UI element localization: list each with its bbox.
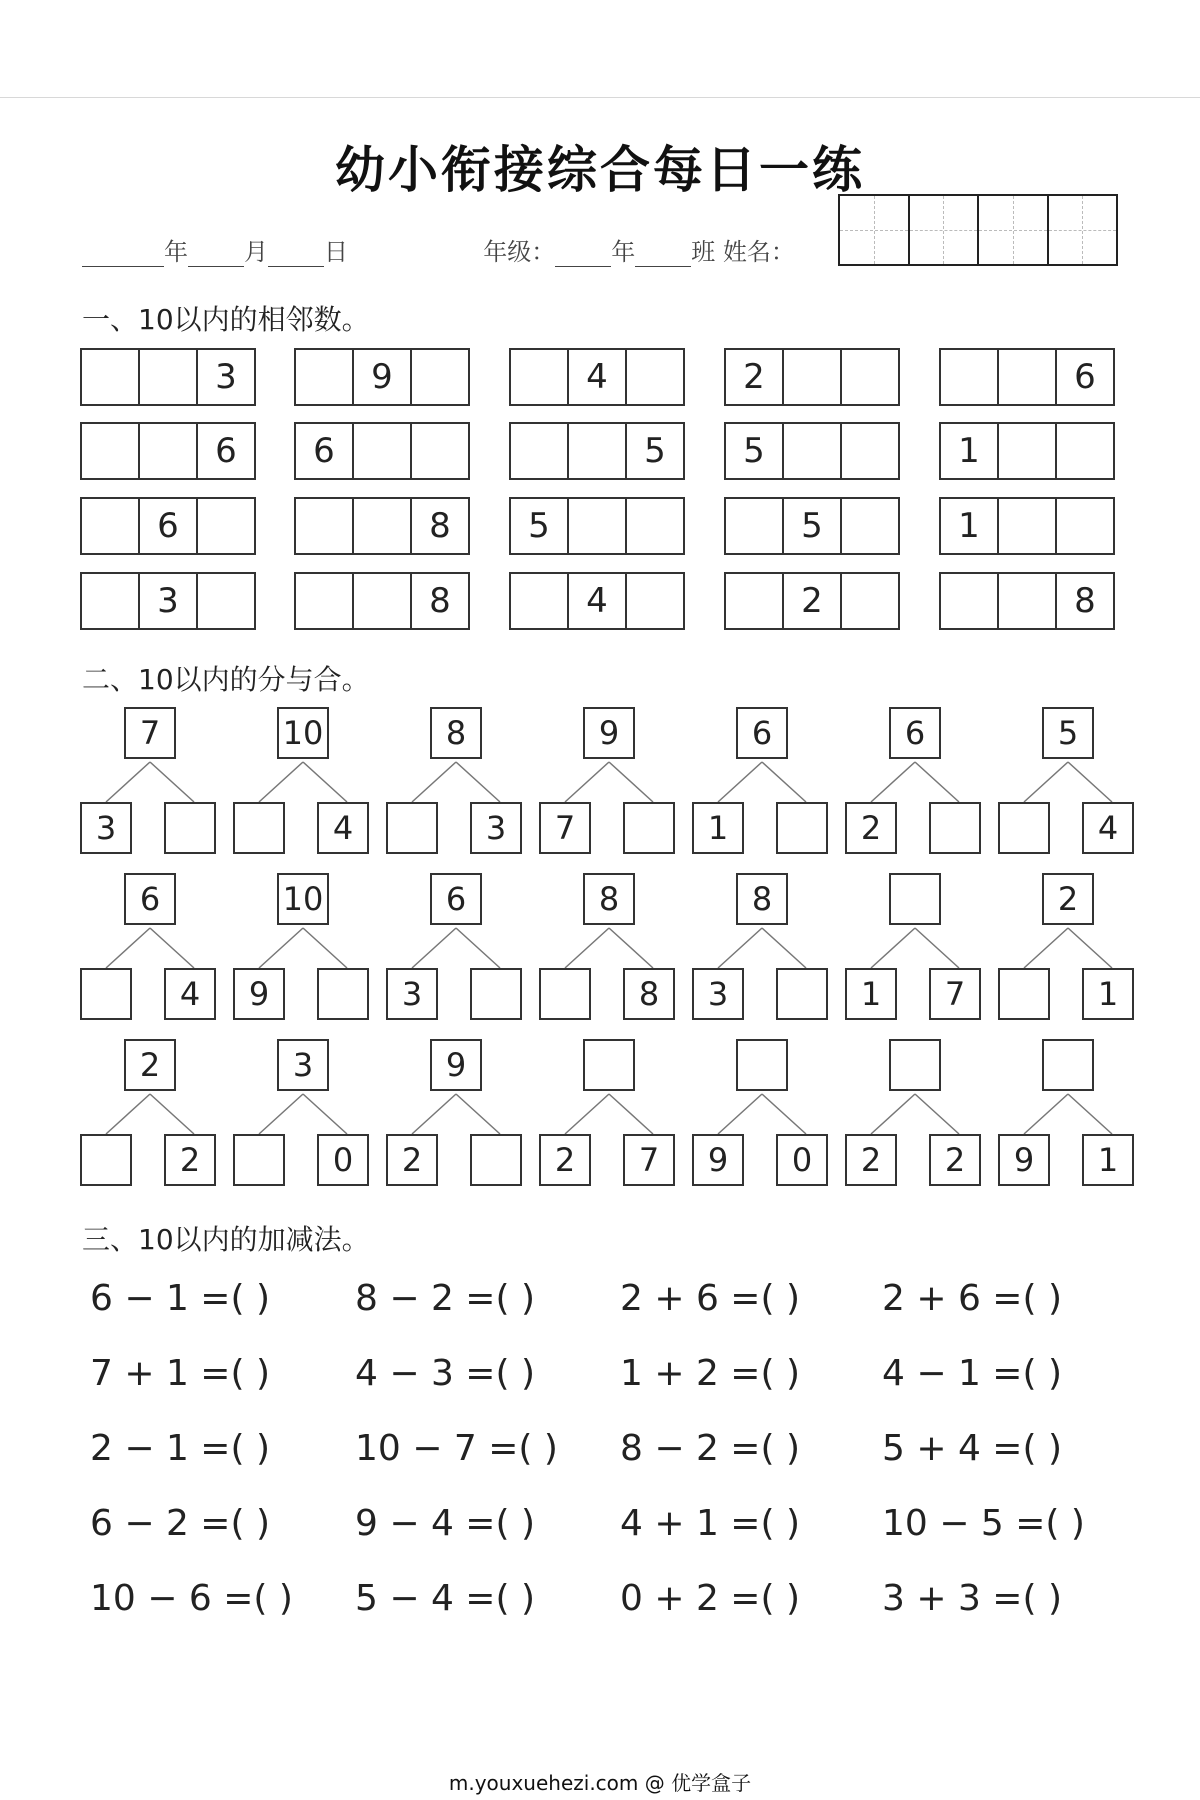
bond-left-line (871, 762, 915, 802)
given-number: 2 (726, 350, 784, 404)
bond-right-line (609, 928, 653, 968)
bond-right-line (762, 1094, 806, 1134)
adjacent-number-group (724, 422, 900, 480)
bond-part-left-number: 3 (80, 802, 132, 854)
given-number: 4 (569, 350, 627, 404)
bond-whole-number: 6 (124, 873, 176, 925)
grade-unit: 年 (611, 238, 636, 266)
bond-left-line (259, 1094, 303, 1134)
bond-part-left-answer-box[interactable] (998, 968, 1050, 1020)
answer-box[interactable] (784, 350, 842, 404)
number-bond (845, 873, 985, 1023)
bond-right-line (456, 928, 500, 968)
answer-box[interactable] (82, 574, 140, 628)
answer-box[interactable] (726, 499, 784, 553)
number-bond (80, 873, 220, 1023)
bond-whole-answer-box[interactable] (1042, 1039, 1094, 1091)
answer-box[interactable] (412, 424, 468, 478)
adjacent-number-group (294, 348, 470, 406)
bond-part-right-number: 2 (164, 1134, 216, 1186)
number-bond (998, 873, 1138, 1023)
given-number: 2 (784, 574, 842, 628)
bond-left-line (1024, 1094, 1068, 1134)
adjacent-number-group (939, 497, 1115, 555)
bond-left-line (1024, 762, 1068, 802)
top-divider (0, 97, 1200, 98)
bond-left-line (871, 1094, 915, 1134)
bond-part-left-number: 9 (233, 968, 285, 1020)
given-number: 6 (215, 431, 237, 471)
equation[interactable]: 5 + 4 =( ) (882, 1428, 1062, 1469)
number-bond (998, 707, 1138, 857)
bond-part-right-number: 7 (929, 968, 981, 1020)
answer-box[interactable] (198, 574, 254, 628)
bond-whole-number: 2 (1042, 873, 1094, 925)
answer-box[interactable] (354, 424, 412, 478)
answer-box[interactable] (511, 574, 569, 628)
bond-right-line (150, 928, 194, 968)
answer-box[interactable] (784, 424, 842, 478)
bond-part-left-number: 7 (539, 802, 591, 854)
bond-part-right-answer-box[interactable] (623, 802, 675, 854)
adjacent-number-group (939, 348, 1115, 406)
answer-box[interactable] (842, 499, 898, 553)
bond-right-line (1068, 762, 1112, 802)
bond-left-line (565, 1094, 609, 1134)
number-bond (692, 1039, 832, 1189)
class-name-label: 班 姓名： (691, 238, 795, 266)
bond-left-line (412, 1094, 456, 1134)
equation[interactable]: 8 − 2 =( ) (355, 1278, 535, 1319)
bond-right-line (915, 762, 959, 802)
bond-right-line (762, 762, 806, 802)
given-number: 1 (941, 424, 999, 478)
bond-right-line (762, 928, 806, 968)
grade-blank[interactable] (555, 244, 611, 267)
bond-left-line (106, 1094, 150, 1134)
section3-title: 三、10以内的加减法。 (82, 1223, 370, 1256)
bond-right-line (303, 762, 347, 802)
answer-box[interactable] (82, 499, 140, 553)
bond-right-line (303, 1094, 347, 1134)
number-bond (692, 707, 832, 857)
bond-right-line (915, 928, 959, 968)
bond-right-line (150, 1094, 194, 1134)
bond-whole-number: 10 (277, 707, 329, 759)
day-label: 日 (324, 238, 348, 266)
answer-box[interactable] (842, 350, 898, 404)
bond-part-right-answer-box[interactable] (929, 802, 981, 854)
equation[interactable]: 0 + 2 =( ) (620, 1578, 800, 1619)
answer-box[interactable] (941, 574, 999, 628)
answer-box[interactable] (999, 424, 1057, 478)
bond-left-line (1024, 928, 1068, 968)
bond-whole-number: 5 (1042, 707, 1094, 759)
bond-right-line (456, 1094, 500, 1134)
answer-box[interactable] (999, 574, 1057, 628)
number-bond (539, 707, 679, 857)
bond-whole-number: 6 (889, 707, 941, 759)
bond-left-line (718, 928, 762, 968)
answer-box[interactable] (412, 350, 468, 404)
answer-box[interactable] (627, 499, 683, 553)
equation[interactable]: 4 − 3 =( ) (355, 1353, 535, 1394)
given-number: 9 (354, 350, 412, 404)
adjacent-number-group (80, 348, 256, 406)
given-number: 6 (296, 424, 354, 478)
number-bond (386, 707, 526, 857)
answer-box[interactable] (296, 574, 354, 628)
bond-part-right-answer-box[interactable] (164, 802, 216, 854)
bond-part-left-answer-box[interactable] (233, 802, 285, 854)
bond-whole-number: 8 (583, 873, 635, 925)
given-number: 5 (784, 499, 842, 553)
adjacent-number-group (80, 572, 256, 630)
answer-box[interactable] (82, 350, 140, 404)
number-bond (845, 1039, 985, 1189)
equation[interactable]: 5 − 4 =( ) (355, 1578, 535, 1619)
answer-box[interactable] (627, 350, 683, 404)
answer-box[interactable] (511, 424, 569, 478)
equation[interactable]: 8 − 2 =( ) (620, 1428, 800, 1469)
bond-left-line (718, 762, 762, 802)
answer-box[interactable] (354, 499, 412, 553)
bond-part-left-answer-box[interactable] (80, 1134, 132, 1186)
bond-whole-number: 9 (430, 1039, 482, 1091)
year-blank[interactable] (82, 244, 164, 267)
bond-part-right-answer-box[interactable] (317, 968, 369, 1020)
year-label: 年 (164, 238, 188, 266)
bond-part-left-number: 9 (692, 1134, 744, 1186)
bond-part-left-number: 1 (692, 802, 744, 854)
answer-box[interactable] (296, 499, 354, 553)
given-number: 6 (1074, 357, 1096, 397)
answer-box[interactable] (198, 499, 254, 553)
bond-right-line (609, 1094, 653, 1134)
adjacent-number-group (294, 572, 470, 630)
bond-part-left-answer-box[interactable] (539, 968, 591, 1020)
adjacent-number-group (509, 422, 685, 480)
answer-box[interactable] (511, 350, 569, 404)
adjacent-number-group (294, 422, 470, 480)
name-cell[interactable] (979, 196, 1049, 264)
number-bond (539, 873, 679, 1023)
equation[interactable]: 10 − 7 =( ) (355, 1428, 558, 1469)
number-bond (80, 707, 220, 857)
given-number: 5 (726, 424, 784, 478)
bond-part-right-number: 3 (470, 802, 522, 854)
footer-watermark: m.youxuehezi.com @ 优学盒子 (448, 1771, 752, 1795)
number-bond (998, 1039, 1138, 1189)
bond-part-left-answer-box[interactable] (233, 1134, 285, 1186)
answer-box[interactable] (296, 350, 354, 404)
name-cell[interactable] (840, 196, 910, 264)
bond-left-line (412, 928, 456, 968)
answer-box[interactable] (842, 574, 898, 628)
bond-part-left-answer-box[interactable] (386, 802, 438, 854)
given-number: 5 (511, 499, 569, 553)
answer-box[interactable] (999, 499, 1057, 553)
bond-part-left-number: 9 (998, 1134, 1050, 1186)
number-bond (233, 873, 373, 1023)
given-number: 8 (429, 506, 451, 546)
number-bond (692, 873, 832, 1023)
header-info-line (82, 232, 842, 266)
equation[interactable]: 6 − 2 =( ) (90, 1503, 270, 1544)
given-number: 1 (941, 499, 999, 553)
bond-part-right-number: 1 (1082, 968, 1134, 1020)
answer-box[interactable] (842, 424, 898, 478)
adjacent-number-group (939, 572, 1115, 630)
number-bond (233, 1039, 373, 1189)
bond-part-right-answer-box[interactable] (776, 968, 828, 1020)
name-cell[interactable] (910, 196, 980, 264)
number-bond (80, 1039, 220, 1189)
equation[interactable]: 4 + 1 =( ) (620, 1503, 800, 1544)
bond-whole-answer-box[interactable] (889, 873, 941, 925)
section2-title: 二、10以内的分与合。 (82, 663, 370, 696)
bond-whole-answer-box[interactable] (583, 1039, 635, 1091)
answer-box[interactable] (354, 574, 412, 628)
bond-whole-number: 2 (124, 1039, 176, 1091)
bond-part-right-number: 1 (1082, 1134, 1134, 1186)
answer-box[interactable] (569, 424, 627, 478)
bond-right-line (609, 762, 653, 802)
number-bond (386, 1039, 526, 1189)
bond-left-line (259, 928, 303, 968)
bond-part-left-number: 3 (386, 968, 438, 1020)
equation[interactable]: 2 + 6 =( ) (620, 1278, 800, 1319)
equation[interactable]: 2 + 6 =( ) (882, 1278, 1062, 1319)
number-bond (386, 873, 526, 1023)
class-blank[interactable] (635, 244, 691, 267)
given-number: 3 (140, 574, 198, 628)
equation[interactable]: 4 − 1 =( ) (882, 1353, 1062, 1394)
bond-whole-number: 8 (736, 873, 788, 925)
given-number: 8 (429, 581, 451, 621)
bond-part-right-number: 0 (776, 1134, 828, 1186)
bond-left-line (106, 928, 150, 968)
bond-whole-number: 8 (430, 707, 482, 759)
number-bond (845, 707, 985, 857)
grade-label: 年级： (483, 238, 556, 266)
answer-box[interactable] (941, 350, 999, 404)
adjacent-number-group (80, 497, 256, 555)
given-number: 8 (1074, 581, 1096, 621)
bond-left-line (259, 762, 303, 802)
bond-part-left-number: 2 (845, 802, 897, 854)
bond-right-line (150, 762, 194, 802)
bond-whole-number: 10 (277, 873, 329, 925)
equation[interactable]: 7 + 1 =( ) (90, 1353, 270, 1394)
adjacent-number-group (294, 497, 470, 555)
answer-box[interactable] (726, 574, 784, 628)
month-label: 月 (244, 238, 268, 266)
equation[interactable]: 6 − 1 =( ) (90, 1278, 270, 1319)
bond-right-line (1068, 1094, 1112, 1134)
bond-left-line (871, 928, 915, 968)
answer-box[interactable] (140, 424, 198, 478)
bond-part-right-number: 8 (623, 968, 675, 1020)
bond-whole-number: 7 (124, 707, 176, 759)
bond-whole-answer-box[interactable] (736, 1039, 788, 1091)
answer-box[interactable] (140, 350, 198, 404)
bond-right-line (915, 1094, 959, 1134)
answer-box[interactable] (1057, 499, 1113, 553)
page-title: 幼小衔接综合每日一练 (335, 141, 865, 199)
bond-right-line (456, 762, 500, 802)
bond-left-line (565, 762, 609, 802)
answer-box[interactable] (999, 350, 1057, 404)
number-bond (233, 707, 373, 857)
bond-part-right-answer-box[interactable] (776, 802, 828, 854)
equation[interactable]: 10 − 6 =( ) (90, 1578, 293, 1619)
bond-right-line (303, 928, 347, 968)
adjacent-number-group (939, 422, 1115, 480)
adjacent-number-group (80, 422, 256, 480)
given-number: 6 (140, 499, 198, 553)
bond-part-right-answer-box[interactable] (470, 968, 522, 1020)
bond-part-left-number: 3 (692, 968, 744, 1020)
answer-box[interactable] (82, 424, 140, 478)
bond-left-line (565, 928, 609, 968)
adjacent-number-group (509, 572, 685, 630)
bond-part-right-number: 7 (623, 1134, 675, 1186)
equation[interactable]: 1 + 2 =( ) (620, 1353, 800, 1394)
day-blank[interactable] (268, 244, 324, 267)
bond-part-left-number: 1 (845, 968, 897, 1020)
name-writing-grid[interactable] (838, 194, 1118, 266)
bond-left-line (106, 762, 150, 802)
bond-whole-number: 6 (430, 873, 482, 925)
bond-whole-answer-box[interactable] (889, 1039, 941, 1091)
number-bond (539, 1039, 679, 1189)
section1-title: 一、10以内的相邻数。 (82, 303, 370, 336)
answer-box[interactable] (1057, 424, 1113, 478)
bond-part-right-answer-box[interactable] (470, 1134, 522, 1186)
adjacent-number-group (509, 497, 685, 555)
bond-part-right-number: 4 (317, 802, 369, 854)
adjacent-number-group (724, 348, 900, 406)
answer-box[interactable] (627, 574, 683, 628)
adjacent-number-group (509, 348, 685, 406)
adjacent-number-group (724, 497, 900, 555)
bond-whole-number: 9 (583, 707, 635, 759)
adjacent-number-group (724, 572, 900, 630)
bond-left-line (718, 1094, 762, 1134)
equation[interactable]: 2 − 1 =( ) (90, 1428, 270, 1469)
bond-whole-number: 3 (277, 1039, 329, 1091)
bond-left-line (412, 762, 456, 802)
given-number: 4 (569, 574, 627, 628)
given-number: 3 (215, 357, 237, 397)
bond-part-left-answer-box[interactable] (80, 968, 132, 1020)
bond-part-left-answer-box[interactable] (998, 802, 1050, 854)
bond-part-right-number: 0 (317, 1134, 369, 1186)
given-number: 5 (644, 431, 666, 471)
bond-part-right-number: 4 (164, 968, 216, 1020)
bond-part-left-number: 2 (386, 1134, 438, 1186)
bond-whole-number: 6 (736, 707, 788, 759)
equation[interactable]: 3 + 3 =( ) (882, 1578, 1062, 1619)
equation[interactable]: 9 − 4 =( ) (355, 1503, 535, 1544)
name-cell[interactable] (1049, 196, 1117, 264)
bond-part-right-number: 4 (1082, 802, 1134, 854)
bond-right-line (1068, 928, 1112, 968)
answer-box[interactable] (569, 499, 627, 553)
bond-part-right-number: 2 (929, 1134, 981, 1186)
equation[interactable]: 10 − 5 =( ) (882, 1503, 1085, 1544)
bond-part-left-number: 2 (539, 1134, 591, 1186)
bond-part-left-number: 2 (845, 1134, 897, 1186)
month-blank[interactable] (188, 244, 244, 267)
